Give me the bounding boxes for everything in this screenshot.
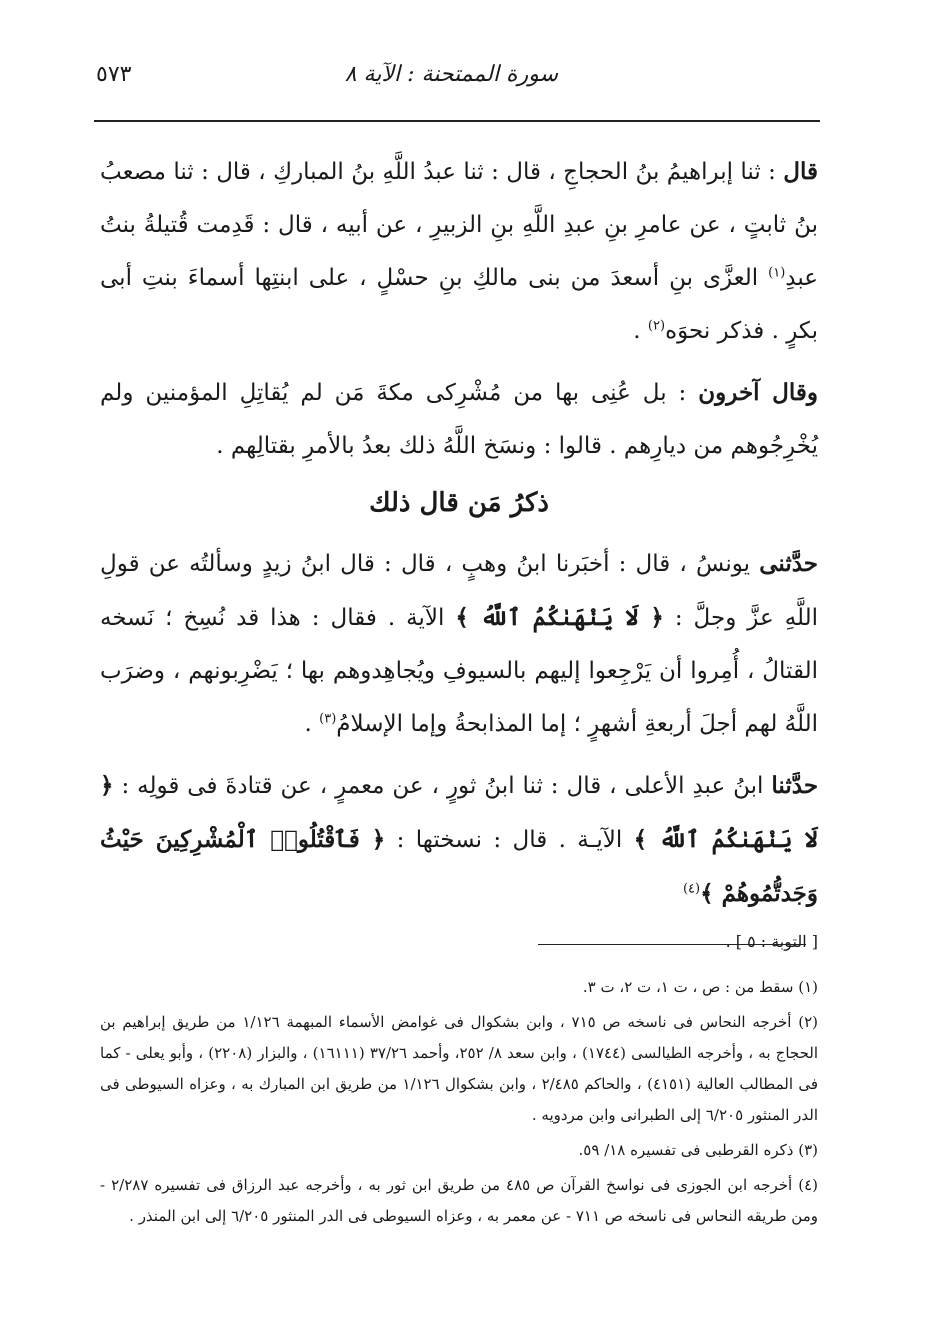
footnote-1: (١) سقط من : ص ، ت ١، ت ٢، ت ٣. xyxy=(582,978,818,996)
main-text xyxy=(100,145,818,955)
quran-quote-2: ﴿ لَا يَنْهَىٰكُمُ ٱللَّهُ ﴾ xyxy=(100,772,819,853)
quran-reference: [ التوبة : ٥ ] . xyxy=(725,932,818,951)
paragraph-4-text: ابنُ عبدِ الأعلى ، قال : ثنا ابنُ ثورٍ ، عن معمرٍ ، عن قتادةَ فى قولِه : xyxy=(121,773,764,799)
paragraph-3 xyxy=(100,537,818,751)
paragraph-1 xyxy=(100,145,818,358)
paragraph-3-text-2: الآية . فقال : هذا قد نُسِخ ؛ نَسخه القتالُ ، أُمِروا أن يَرْجِعوا إليهم بالسيوفِ ويُجاهِدوهم بها ؛ يَضْرِبونهم ، وضرَب اللَّهُ لهم أجلَ أربعةِ أشهرٍ ؛ إما المذابحةُ وإما الإسلامُ xyxy=(100,605,818,737)
paragraph-2-lead: وقال آخرون xyxy=(698,379,819,406)
header-rule xyxy=(94,120,820,122)
paragraph-1-lead: قال xyxy=(783,158,818,185)
quran-quote-1: ﴿ لَا يَنْهَىٰكُمُ ٱللَّهُ ﴾ xyxy=(455,604,664,631)
footnotes xyxy=(100,972,818,1236)
paragraph-1-text: : ثنا إبراهيمُ بنُ الحجاجِ ، قال : ثنا عبدُ اللَّهِ بنُ المباركِ ، قال : ثنا مصعبُ بنُ ثابتٍ ، عن عامرِ بنِ عبدِ اللَّهِ بنِ الزبيرِ ، عن أبيه ، قال : قَدِمت قُتيلةُ بنتُ عبدِ xyxy=(100,159,819,291)
paragraph-3-end: . xyxy=(304,711,312,737)
paragraph-3-lead: حدَّثنى xyxy=(759,550,819,577)
paragraph-1-end: . xyxy=(633,318,641,344)
page-header xyxy=(96,60,818,110)
paragraph-2 xyxy=(100,366,818,473)
footnote-rule xyxy=(538,944,806,945)
paragraph-2-text: : بل عُنِى بها من مُشْرِكى مكةَ مَن لم يُقاتِلِ المؤمنين ولم يُخْرِجُوهم من ديارِهم . قالوا : ونسَخ اللَّهُ ذلك بعدُ بالأمرِ بقتالِهم . xyxy=(100,380,818,459)
paragraph-4-text-2: الآيـة . قال : نسختها : xyxy=(396,827,623,853)
footnote-mark-2: (٢) xyxy=(647,318,666,334)
footnote-3: (٣) ذكره القرطبى فى تفسيره ١٨/ ٥٩. xyxy=(578,1141,818,1159)
section-heading: ذكرُ مَن قال ذلك xyxy=(369,488,549,518)
footnote-mark-3: (٣) xyxy=(319,711,337,727)
footnote-4: (٤) أخرجه ابن الجوزى فى نواسخ القرآن ص ٤٨٥ من طريق ابن ثور به ، وأخرجه عبد الرزاق فى تفسيره ٢/٢٨٧ - ومن طريقه النحاس فى ناسخه ص ٧١١ - عن معمر به ، وعزاه السيوطى فى الدر المنثور ٦/٢٠٥ إلى ابن المنذر . xyxy=(100,1176,818,1225)
quran-quote-3: ﴿ فَٱقْتُلُوا۟ ٱلْمُشْرِكِينَ حَيْثُ وَجَدتُّمُوهُمْ ﴾ xyxy=(100,826,818,907)
paragraph-1-text-2: العزَّى بنِ أسعدَ من بنى مالكِ بنِ حسْلٍ ، على ابنتِها أسماءَ بنتِ أبى بكرٍ . فذكر نحوَه xyxy=(100,265,818,344)
page-number: ٥٧٣ xyxy=(96,62,132,87)
footnote-mark-1: (١) xyxy=(768,265,786,281)
paragraph-3-text: يونسُ ، قال : أخبَرنا ابنُ وهبٍ ، قال : قال ابنُ زيدٍ وسألتُه عن قولِ اللَّهِ عزَّ وجلَّ : xyxy=(100,551,819,631)
footnote-mark-4: (٤) xyxy=(682,881,701,897)
footnote-2: (٢) أخرجه النحاس فى ناسخه ص ٧١٥ ، وابن بشكوال فى غوامض الأسماء المبهمة ١/١٢٦ من طريق إبراهيم بن الحجاج به ، وأخرجه الطيالسى (١٧٤٤) ، وابن سعد ٨/ ٢٥٢، وأحمد ٣٧/٢٦ (١٦١١١) ، والبزار (٢٢٠٨) ، وأبو يعلى - كما فى المطالب العالية (٤١٥١) ، والحاكم ٢/٤٨٥ ، وابن بشكوال ١/١٢٦ من طريق ابن المبارك به ، وعزاه السيوطى فى الدر المنثور ٦/٢٠٥ إلى الطبرانى وابن مردويه . xyxy=(100,1013,818,1124)
paragraph-4-lead: حدَّثنا xyxy=(771,772,819,799)
paragraph-4 xyxy=(100,759,818,921)
running-title: سورة الممتحنة : الآية ٨ xyxy=(344,62,558,87)
